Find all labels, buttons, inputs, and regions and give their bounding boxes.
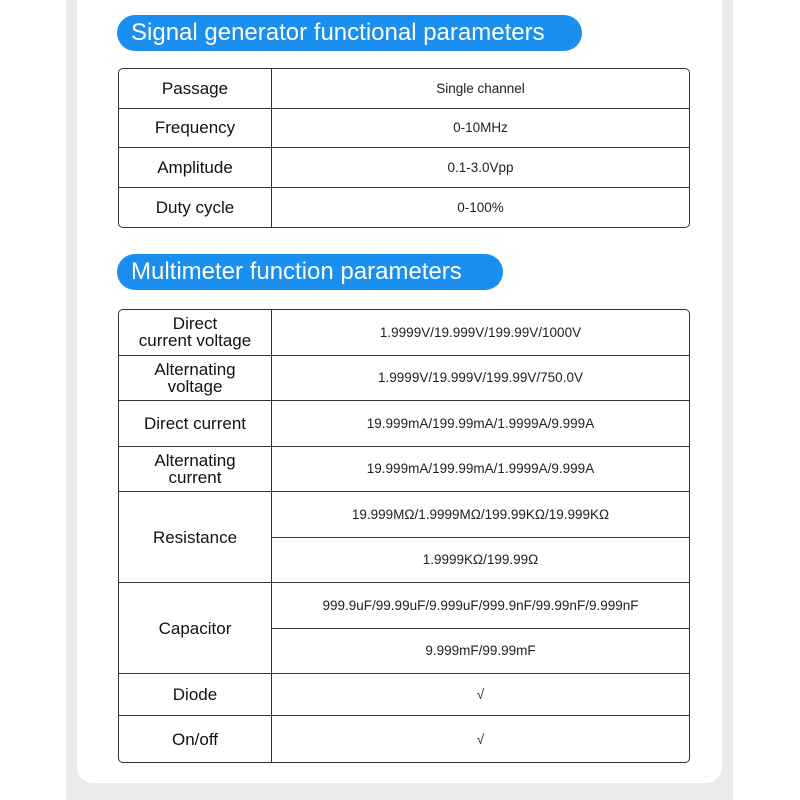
param-value: 1.9999V/19.999V/199.99V/750.0V: [272, 356, 689, 402]
param-label-line: Alternating: [154, 359, 236, 379]
table-row: [119, 674, 689, 716]
param-value: √: [272, 674, 689, 716]
param-label: Resistance: [119, 492, 272, 583]
param-label: Diode: [119, 674, 272, 716]
param-value: 0.1-3.0Vpp: [272, 148, 689, 188]
param-label: Frequency: [119, 109, 272, 149]
multimeter-heading: Multimeter function parameters: [117, 254, 503, 290]
param-label: On/off: [119, 716, 272, 762]
table-row: [119, 188, 689, 228]
param-value: 1.9999KΩ/199.99Ω: [272, 538, 689, 584]
param-label-line: Alternating: [154, 450, 236, 470]
param-label: Duty cycle: [119, 188, 272, 228]
param-label: [119, 356, 272, 402]
table-row: [119, 492, 689, 538]
table-row: [119, 401, 689, 447]
multimeter-table: [118, 309, 690, 763]
param-label-line: current voltage: [138, 331, 252, 351]
param-value: 19.999MΩ/1.9999MΩ/199.99KΩ/19.999KΩ: [272, 492, 689, 538]
param-label-line: current: [168, 467, 222, 487]
param-label: [119, 447, 272, 493]
param-value: 1.9999V/19.999V/199.99V/1000V: [272, 310, 689, 356]
param-label: Passage: [119, 69, 272, 109]
table-row: [119, 356, 689, 402]
param-label: Direct current: [119, 401, 272, 447]
param-value: 0-10MHz: [272, 109, 689, 149]
param-label: [119, 310, 272, 356]
table-row: [119, 310, 689, 356]
param-value: Single channel: [272, 69, 689, 109]
param-value: 9.999mF/99.99mF: [272, 629, 689, 675]
table-row: [119, 69, 689, 109]
table-row: [119, 583, 689, 629]
signal-generator-table: [118, 68, 690, 228]
signal-generator-heading: Signal generator functional parameters: [117, 15, 582, 51]
param-value: 999.9uF/99.99uF/9.999uF/999.9nF/99.99nF/9.999nF: [272, 583, 689, 629]
table-row: [119, 716, 689, 762]
param-label-line: voltage: [167, 376, 223, 396]
param-label-line: Direct: [172, 314, 218, 334]
param-label: Capacitor: [119, 583, 272, 674]
table-row: [119, 148, 689, 188]
param-value: √: [476, 731, 485, 747]
table-row: [119, 109, 689, 149]
param-value: 19.999mA/199.99mA/1.9999A/9.999A: [272, 447, 689, 493]
table-row: [119, 447, 689, 493]
param-label: Amplitude: [119, 148, 272, 188]
param-value: 19.999mA/199.99mA/1.9999A/9.999A: [272, 401, 689, 447]
param-value: 0-100%: [457, 199, 504, 215]
